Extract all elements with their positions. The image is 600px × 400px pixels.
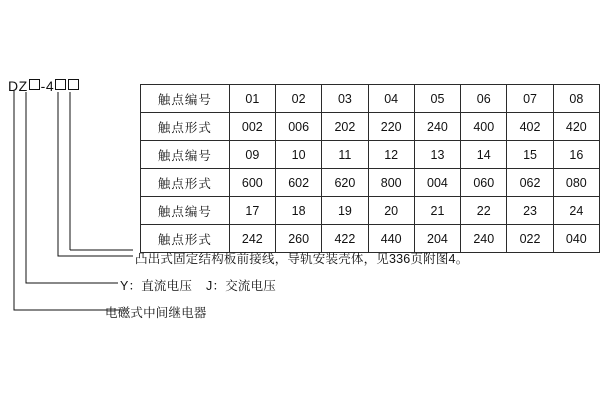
cell: 01 xyxy=(229,85,275,113)
cell: 402 xyxy=(507,113,553,141)
note-voltage xyxy=(120,276,276,294)
cell: 062 xyxy=(507,169,553,197)
model-code xyxy=(8,78,80,94)
table-row xyxy=(141,141,600,169)
cell: 05 xyxy=(414,85,460,113)
cell: 240 xyxy=(414,113,460,141)
cell: 220 xyxy=(368,113,414,141)
row-label: 触点编号 xyxy=(141,141,230,169)
cell: 15 xyxy=(507,141,553,169)
cell: 23 xyxy=(507,197,553,225)
cell: 16 xyxy=(553,141,599,169)
note-voltage-dc: Y：直流电压 xyxy=(120,279,193,293)
cell: 400 xyxy=(461,113,507,141)
cell: 600 xyxy=(229,169,275,197)
table-row xyxy=(141,85,600,113)
cell: 422 xyxy=(322,225,368,253)
cell: 13 xyxy=(414,141,460,169)
note-device: 电磁式中间继电器 xyxy=(105,306,207,320)
cell: 17 xyxy=(229,197,275,225)
note-structure: 凸出式固定结构板前接线，导轨安装壳体，见336页附图4。 xyxy=(135,252,469,266)
cell: 602 xyxy=(275,169,321,197)
cell: 240 xyxy=(461,225,507,253)
table-row xyxy=(141,169,600,197)
model-code-box-1 xyxy=(29,79,40,90)
cell: 14 xyxy=(461,141,507,169)
cell: 080 xyxy=(553,169,599,197)
cell: 09 xyxy=(229,141,275,169)
cell: 07 xyxy=(507,85,553,113)
cell: 204 xyxy=(414,225,460,253)
cell: 202 xyxy=(322,113,368,141)
cell: 20 xyxy=(368,197,414,225)
cell: 12 xyxy=(368,141,414,169)
cell: 24 xyxy=(553,197,599,225)
table-row xyxy=(141,113,600,141)
note-voltage-ac: J：交流电压 xyxy=(206,279,276,293)
model-code-mid: -4 xyxy=(40,78,55,94)
row-label: 触点形式 xyxy=(141,169,230,197)
cell: 11 xyxy=(322,141,368,169)
cell: 006 xyxy=(275,113,321,141)
contact-spec-table xyxy=(140,84,600,253)
cell: 242 xyxy=(229,225,275,253)
cell: 02 xyxy=(275,85,321,113)
cell: 260 xyxy=(275,225,321,253)
cell: 440 xyxy=(368,225,414,253)
cell: 022 xyxy=(507,225,553,253)
row-label: 触点形式 xyxy=(141,113,230,141)
table-row xyxy=(141,197,600,225)
cell: 420 xyxy=(553,113,599,141)
cell: 08 xyxy=(553,85,599,113)
cell: 22 xyxy=(461,197,507,225)
cell: 002 xyxy=(229,113,275,141)
cell: 620 xyxy=(322,169,368,197)
model-code-box-2 xyxy=(55,79,66,90)
model-code-box-3 xyxy=(68,79,79,90)
cell: 18 xyxy=(275,197,321,225)
cell: 21 xyxy=(414,197,460,225)
row-label: 触点编号 xyxy=(141,85,230,113)
model-code-prefix: DZ xyxy=(8,78,28,94)
cell: 040 xyxy=(553,225,599,253)
cell: 004 xyxy=(414,169,460,197)
cell: 03 xyxy=(322,85,368,113)
row-label: 触点形式 xyxy=(141,225,230,253)
cell: 06 xyxy=(461,85,507,113)
cell: 19 xyxy=(322,197,368,225)
cell: 10 xyxy=(275,141,321,169)
cell: 060 xyxy=(461,169,507,197)
cell: 800 xyxy=(368,169,414,197)
cell: 04 xyxy=(368,85,414,113)
row-label: 触点编号 xyxy=(141,197,230,225)
